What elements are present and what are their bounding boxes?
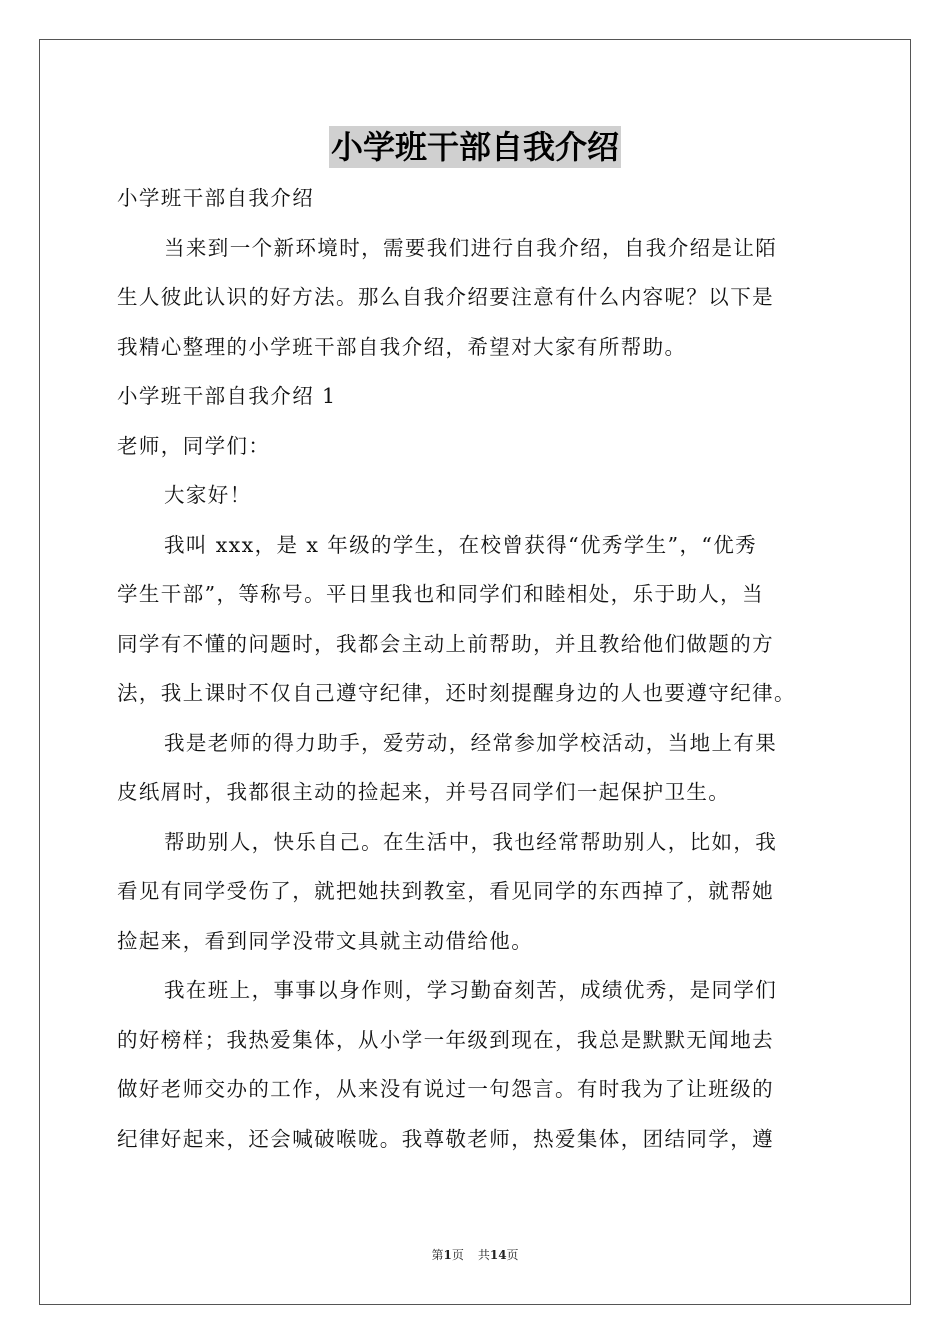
text-line: 我是老师的得力助手，爱劳动，经常参加学校活动，当地上有果 [164, 730, 778, 755]
text-line: 我叫 xxx，是 x 年级的学生，在校曾获得“优秀学生”，“优秀 [164, 532, 758, 557]
text-line: 小学班干部自我介绍 [117, 186, 315, 210]
page-current: 1 [443, 1248, 452, 1262]
total-suffix: 页 [506, 1248, 519, 1262]
text-line: 同学有不懂的问题时，我都会主动上前帮助，并且教给他们做题的方 [117, 631, 774, 656]
text-line: 纪律好起来，还会喊破喉咙。我尊敬老师，热爱集体，团结同学，遵 [117, 1126, 774, 1151]
page-prefix: 第 [431, 1248, 444, 1262]
text-line: 法，我上课时不仅自己遵守纪律，还时刻提醒身边的人也要遵守纪律。 [117, 681, 796, 705]
text-line: 大家好！ [164, 483, 252, 507]
page-suffix: 页 [451, 1248, 464, 1262]
text-line: 当来到一个新环境时，需要我们进行自我介绍，自我介绍是让陌 [164, 235, 778, 260]
total-prefix: 共 [477, 1248, 490, 1262]
text-line: 我在班上，事事以身作则，学习勤奋刻苦，成绩优秀，是同学们 [164, 978, 778, 1002]
text-line: 皮纸屑时，我都很主动的捡起来，并号召同学们一起保护卫生。 [117, 780, 731, 804]
text-line: 老师，同学们： [117, 433, 271, 458]
page-footer [0, 1246, 950, 1263]
page-total: 14 [489, 1248, 507, 1262]
text-line: 看见有同学受伤了，就把她扶到教室，看见同学的东西掉了，就帮她 [117, 879, 774, 903]
text-line: 捡起来，看到同学没带文具就主动借给他。 [117, 928, 534, 953]
text-line: 我精心整理的小学班干部自我介绍，希望对大家有所帮助。 [117, 334, 687, 359]
document-body [117, 174, 833, 1164]
text-line: 生人彼此认识的好方法。那么自我介绍要注意有什么内容呢？以下是 [117, 285, 774, 309]
text-line: 小学班干部自我介绍 1 [117, 384, 337, 408]
text-line: 的好榜样；我热爱集体，从小学一年级到现在，我总是默默无闻地去 [117, 1027, 774, 1052]
document-title: 小学班干部自我介绍 [330, 128, 619, 166]
text-line: 帮助别人，快乐自己。在生活中，我也经常帮助别人，比如，我 [164, 829, 778, 854]
text-line: 学生干部”，等称号。平日里我也和同学们和睦相处，乐于助人，当 [117, 582, 764, 606]
text-line: 做好老师交办的工作，从来没有说过一句怨言。有时我为了让班级的 [117, 1077, 774, 1101]
title-area [0, 126, 950, 168]
